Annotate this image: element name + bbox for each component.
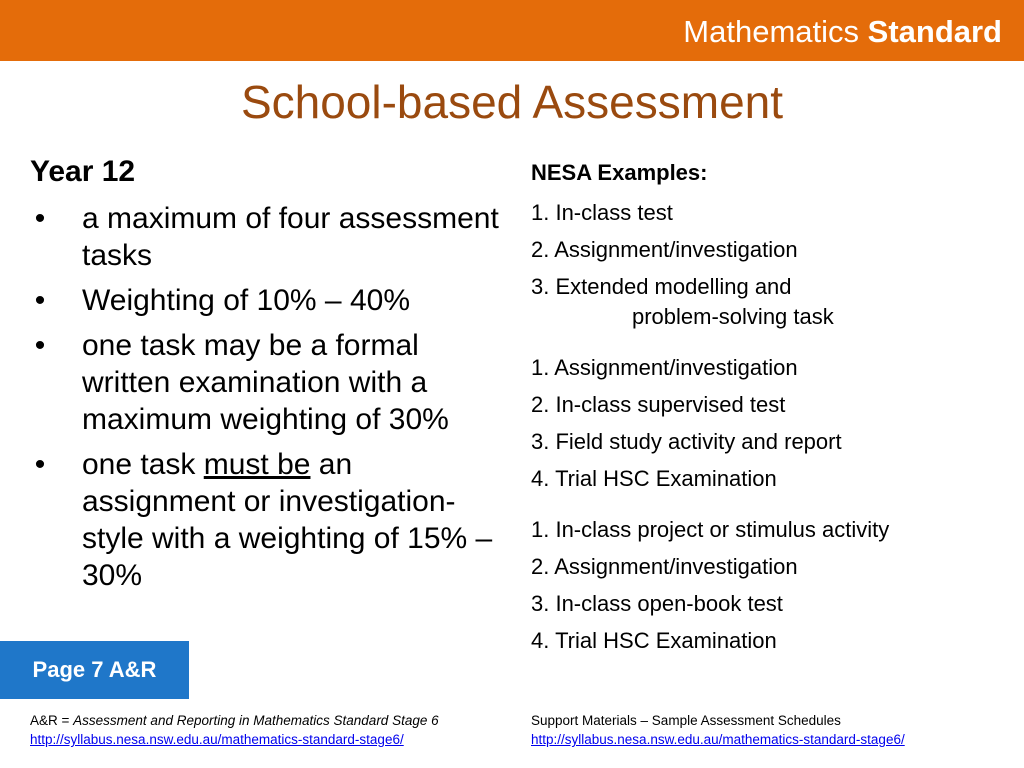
bullet-icon: •	[34, 202, 46, 235]
example-item: 3. Field study activity and report	[531, 429, 842, 454]
example-item: 4. Trial HSC Examination	[531, 466, 777, 491]
requirement-text: one task may be a formal written examination with a maximum weighting of 30%	[82, 329, 449, 436]
example-group-1	[531, 200, 1001, 329]
requirement-text: Weighting of 10% – 40%	[82, 284, 410, 317]
year-heading: Year 12	[30, 155, 136, 188]
bullet-icon: •	[34, 284, 46, 317]
footer-right	[531, 711, 1011, 749]
support-materials-text: Support Materials – Sample Assessment Schedules	[531, 713, 841, 728]
footer-left	[30, 711, 510, 749]
example-item: 2. Assignment/investigation	[531, 237, 798, 262]
example-item: 1. In-class project or stimulus activity	[531, 517, 890, 542]
example-item-continuation: problem-solving task	[632, 304, 834, 329]
requirements-list	[30, 200, 500, 594]
syllabus-link[interactable]: http://syllabus.nesa.nsw.edu.au/mathematics-standard-stage6/	[30, 732, 404, 747]
nesa-heading: NESA Examples:	[531, 160, 708, 185]
bullet-icon: •	[34, 448, 46, 481]
ar-definition	[30, 711, 510, 730]
bullet-icon: •	[34, 329, 46, 362]
ar-document-title: Assessment and Reporting in Mathematics Standard Stage 6	[73, 713, 439, 728]
example-group-3	[531, 517, 1001, 653]
year12-requirements	[30, 152, 500, 594]
example-item: 4. Trial HSC Examination	[531, 628, 777, 653]
slide-title: School-based Assessment	[240, 76, 784, 128]
example-item: 1. Assignment/investigation	[531, 355, 798, 380]
example-item: 1. In-class test	[531, 200, 673, 225]
example-group-2	[531, 355, 1001, 491]
course-label: Standard	[867, 14, 1002, 49]
requirement-item	[30, 327, 500, 438]
example-item: 2. Assignment/investigation	[531, 554, 798, 579]
nesa-examples	[531, 158, 1001, 665]
course-title	[683, 14, 1002, 50]
requirement-text: one task	[82, 448, 204, 481]
ar-prefix: A&R =	[30, 713, 74, 728]
example-item-text: 3. Extended modelling and	[531, 274, 792, 299]
requirement-text: an assignment or investigation-style with a weighting of 15% – 30%	[82, 448, 493, 592]
requirement-text: a maximum of four assessment tasks	[82, 202, 499, 272]
subject-label: Mathematics	[683, 14, 860, 49]
emphasis-text: must be	[203, 448, 311, 481]
requirement-item	[30, 282, 500, 319]
requirement-item	[30, 200, 500, 274]
page-reference-badge: Page 7 A&R	[0, 641, 189, 699]
support-materials-link[interactable]: http://syllabus.nesa.nsw.edu.au/mathematics-standard-stage6/	[531, 732, 905, 747]
header-bar	[0, 0, 1024, 61]
example-item	[531, 274, 1001, 329]
example-item: 2. In-class supervised test	[531, 392, 786, 417]
example-item: 3. In-class open-book test	[531, 591, 783, 616]
requirement-item	[30, 446, 500, 594]
